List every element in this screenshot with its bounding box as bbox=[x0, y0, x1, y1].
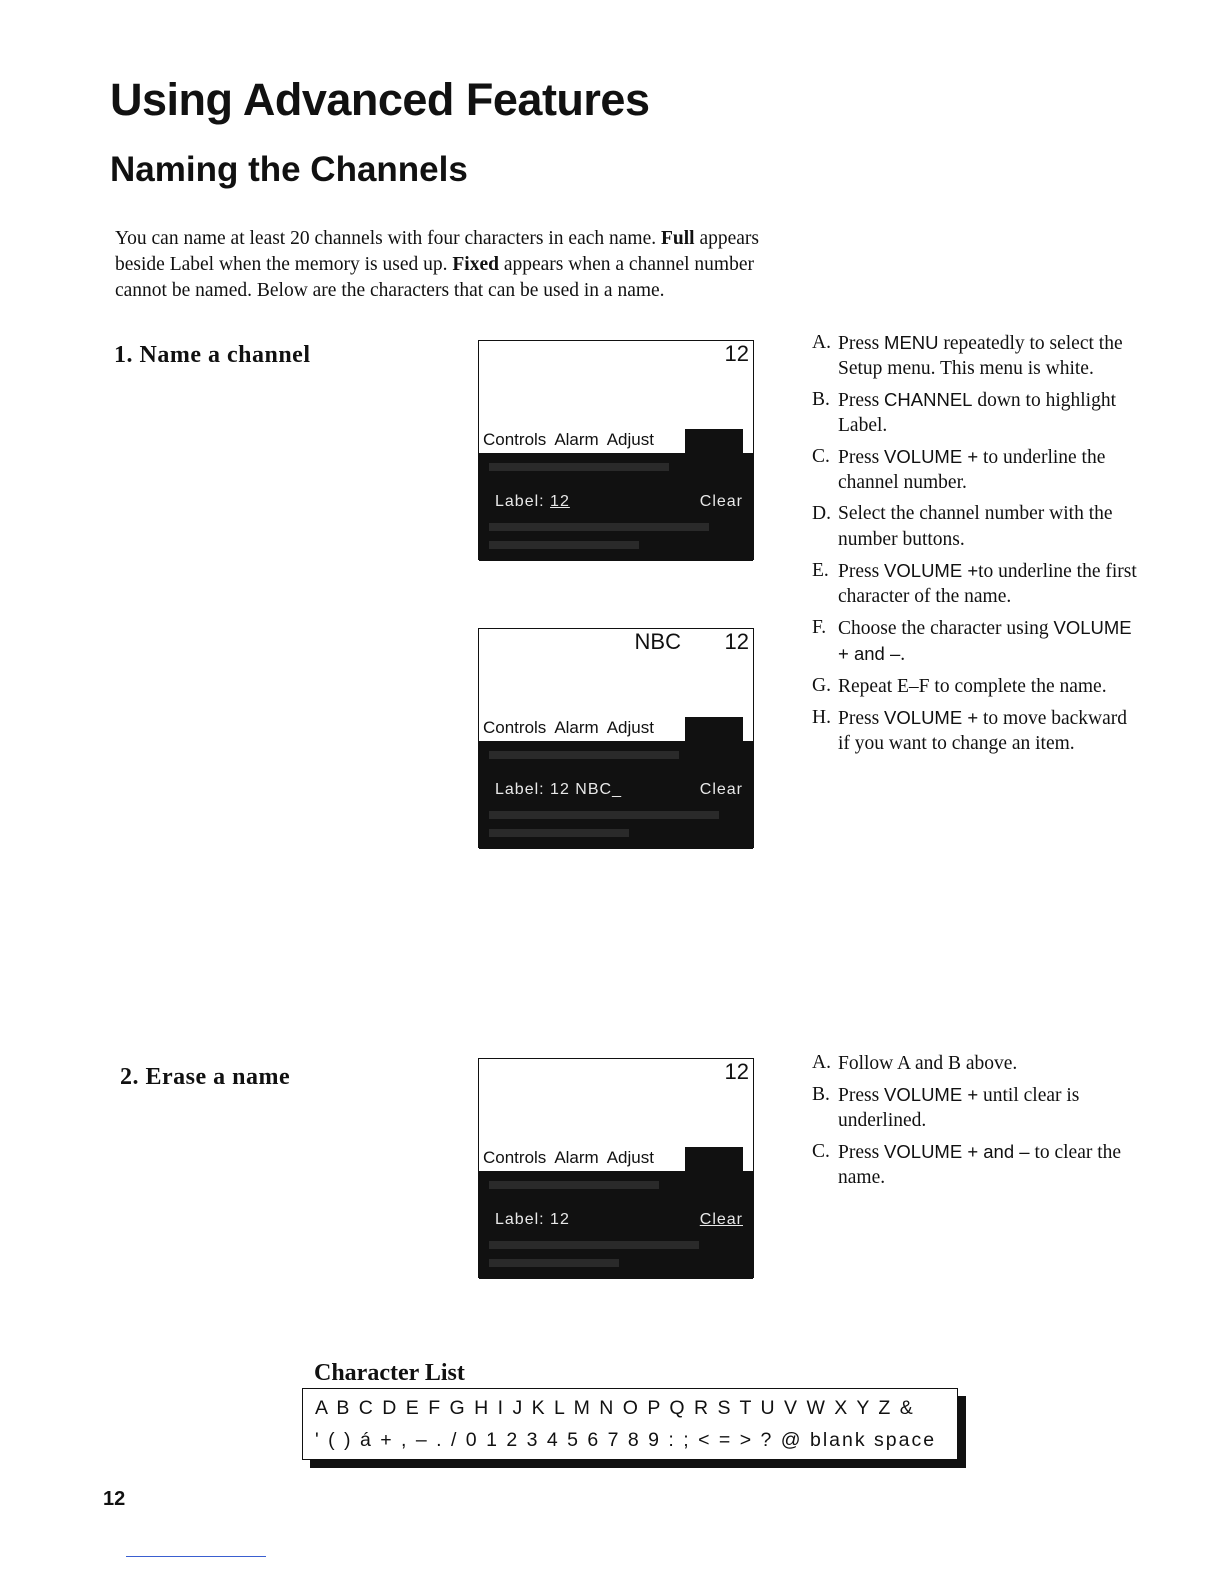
menu-bar bbox=[483, 430, 662, 450]
step-key-name: VOLUME + and – bbox=[884, 1141, 1030, 1162]
intro-line2: appears beside Label when the memory is used up. bbox=[115, 228, 760, 275]
section2-title: 2. Erase a name bbox=[120, 1064, 291, 1090]
step-item bbox=[812, 558, 1142, 609]
faded-menu-row bbox=[489, 1241, 699, 1249]
step-text bbox=[838, 501, 1142, 552]
label-row bbox=[495, 493, 570, 511]
menu-adjust: Adjust bbox=[606, 718, 654, 737]
menu-controls: Controls bbox=[483, 1148, 547, 1167]
step-text-pre: Press bbox=[838, 561, 885, 582]
step-item bbox=[812, 1050, 1142, 1076]
character-row-symbols: ' ( ) á + , – . / 0 1 2 3 4 5 6 7 8 9 : ; < = > ? @ blank space bbox=[315, 1429, 937, 1451]
label-row: Label: 12 NBC_ bbox=[495, 781, 622, 798]
step-letter: F. bbox=[812, 617, 827, 638]
faded-menu-row bbox=[489, 541, 639, 549]
menu-bar bbox=[483, 718, 662, 738]
section1-title: 1. Name a channel bbox=[114, 342, 311, 368]
step-item bbox=[812, 444, 1142, 495]
step-text-pre: Press bbox=[838, 390, 885, 411]
menu-setup-highlight bbox=[685, 717, 743, 741]
clear-option: Clear bbox=[699, 493, 743, 510]
step-text-pre: Press bbox=[838, 1085, 885, 1106]
clear-option: Clear bbox=[699, 781, 743, 798]
label-channel-value: 12 bbox=[550, 493, 570, 510]
step-text-pre: Follow A and B above. bbox=[838, 1053, 1018, 1074]
step-key-name: VOLUME + bbox=[884, 1084, 979, 1105]
step-letter: D. bbox=[812, 503, 831, 524]
label-text: Label: bbox=[495, 493, 551, 510]
tv-screen-2 bbox=[478, 628, 754, 848]
step-key-name: VOLUME + and – bbox=[838, 617, 1132, 664]
menu-alarm: Alarm bbox=[554, 1148, 599, 1167]
step-text-post: to underline the first character of the name. bbox=[838, 561, 1137, 607]
channel-number: 12 bbox=[724, 1059, 749, 1084]
character-list-box bbox=[302, 1388, 958, 1460]
step-text bbox=[838, 387, 1142, 438]
step-letter: C. bbox=[812, 446, 830, 467]
section-heading: Naming the Channels bbox=[110, 150, 468, 189]
step-letter: H. bbox=[812, 707, 831, 728]
channel-number: 12 bbox=[724, 629, 749, 654]
step-text bbox=[838, 1050, 1017, 1076]
menu-setup-highlight bbox=[685, 429, 743, 453]
step-text-post: until clear is underlined. bbox=[838, 1085, 1080, 1131]
step-letter: C. bbox=[812, 1141, 830, 1162]
step-text-post: to clear the name. bbox=[838, 1142, 1122, 1188]
step-key-name: VOLUME + bbox=[884, 707, 979, 728]
menu-controls: Controls bbox=[483, 718, 547, 737]
step-item bbox=[812, 1082, 1142, 1133]
clear-option: Clear bbox=[699, 1211, 743, 1228]
channel-name: NBC bbox=[634, 629, 681, 654]
step-text-pre: Repeat E–F to complete the name. bbox=[838, 676, 1107, 697]
step-letter: B. bbox=[812, 1084, 830, 1105]
intro-line2-end: appears when a channel number cannot be named. Below are the characters that can be used in a name. bbox=[115, 254, 754, 301]
intro-fixed-word: Fixed bbox=[452, 254, 499, 275]
step-key-name: VOLUME + bbox=[884, 446, 979, 467]
step-letter: A. bbox=[812, 1052, 831, 1073]
page-title: Using Advanced Features bbox=[110, 74, 650, 125]
step-letter: G. bbox=[812, 675, 831, 696]
faded-menu-row bbox=[489, 523, 709, 531]
menu-alarm: Alarm bbox=[554, 718, 599, 737]
menu-controls: Controls bbox=[483, 430, 547, 449]
faded-menu-row bbox=[489, 829, 629, 837]
step-text-post: to move backward if you want to change an item. bbox=[838, 708, 1128, 754]
tv-screen-3 bbox=[478, 1058, 754, 1278]
character-row-letters: A B C D E F G H I J K L M N O P Q R S T U V W X Y Z & bbox=[315, 1397, 915, 1419]
step-text-post: to underline the channel number. bbox=[838, 447, 1106, 493]
step-item bbox=[812, 673, 1142, 699]
intro-line1: You can name at least 20 channels with four characters in each name. bbox=[115, 228, 657, 249]
step-key-name: CHANNEL bbox=[884, 389, 973, 410]
footer-rule bbox=[126, 1556, 266, 1557]
step-item bbox=[812, 615, 1142, 667]
step-text bbox=[838, 1139, 1142, 1190]
faded-menu-row bbox=[489, 463, 669, 471]
step-text bbox=[838, 705, 1142, 756]
character-list-title: Character List bbox=[314, 1360, 465, 1386]
step-text-post: down to highlight Label. bbox=[838, 390, 1117, 436]
step-text bbox=[838, 330, 1142, 381]
label-row: Label: 12 bbox=[495, 1211, 570, 1228]
section1-steps bbox=[812, 330, 1142, 762]
menu-adjust: Adjust bbox=[606, 430, 654, 449]
section2-steps bbox=[812, 1050, 1142, 1196]
step-letter: E. bbox=[812, 560, 829, 581]
step-text bbox=[838, 558, 1142, 609]
page-number: 12 bbox=[103, 1488, 126, 1510]
step-text-pre: Press bbox=[838, 1142, 885, 1163]
step-letter: B. bbox=[812, 389, 830, 410]
intro-full-word: Full bbox=[660, 228, 695, 249]
step-text bbox=[838, 615, 1142, 667]
step-text-pre: Choose the character using bbox=[838, 618, 1054, 639]
menu-alarm: Alarm bbox=[554, 430, 599, 449]
setup-menu-panel bbox=[479, 1171, 753, 1279]
faded-menu-row bbox=[489, 811, 719, 819]
setup-menu-panel bbox=[479, 453, 753, 561]
step-item bbox=[812, 1139, 1142, 1190]
step-text bbox=[838, 1082, 1142, 1133]
step-item bbox=[812, 501, 1142, 552]
step-item bbox=[812, 705, 1142, 756]
step-text-post: repeatedly to select the Setup menu. This menu is white. bbox=[838, 333, 1123, 379]
channel-number: 12 bbox=[724, 341, 749, 366]
step-text bbox=[838, 673, 1107, 699]
step-text-pre: Press bbox=[838, 447, 885, 468]
menu-setup-highlight bbox=[685, 1147, 743, 1171]
step-key-name: VOLUME + bbox=[884, 560, 979, 581]
step-text-pre: Press bbox=[838, 708, 885, 729]
step-item bbox=[812, 387, 1142, 438]
faded-menu-row bbox=[489, 1259, 619, 1267]
tv-screen-1 bbox=[478, 340, 754, 560]
step-key-name: MENU bbox=[884, 332, 939, 353]
step-item bbox=[812, 330, 1142, 381]
faded-menu-row bbox=[489, 1181, 659, 1189]
step-text bbox=[838, 444, 1142, 495]
menu-bar bbox=[483, 1148, 662, 1168]
intro-paragraph bbox=[115, 226, 775, 304]
step-text-pre: Select the channel number with the number buttons. bbox=[838, 503, 1113, 550]
menu-adjust: Adjust bbox=[606, 1148, 654, 1167]
step-text-post: . bbox=[900, 644, 906, 665]
faded-menu-row bbox=[489, 751, 679, 759]
step-letter: A. bbox=[812, 332, 831, 353]
setup-menu-panel bbox=[479, 741, 753, 849]
step-text-pre: Press bbox=[838, 333, 885, 354]
